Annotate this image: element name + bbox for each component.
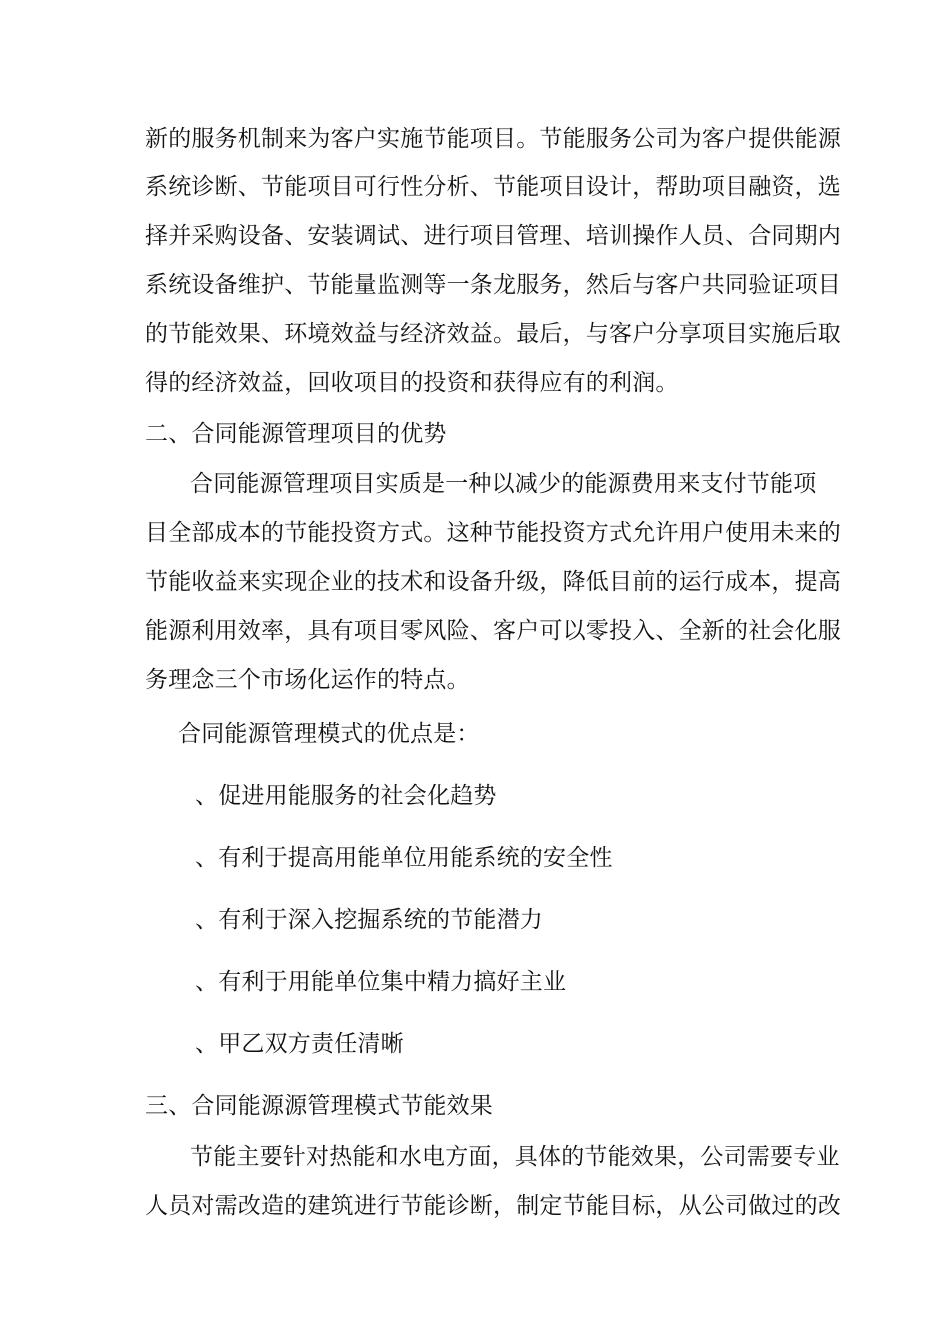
body-text-line: 务理念三个市场化运作的特点。	[145, 667, 470, 693]
body-text-line: 得的经济效益，回收项目的投资和获得应有的利润。	[145, 370, 679, 396]
body-text-line: 系统设备维护、节能量监测等一条龙服务，然后与客户共同验证项目	[145, 272, 841, 298]
body-text-line: 目全部成本的节能投资方式。这种节能投资方式允许用户使用未来的	[145, 520, 841, 546]
section-heading: 三、合同能源源管理模式节能效果	[145, 1093, 493, 1119]
body-text-line: 的节能效果、环境效益与经济效益。最后，与客户分享项目实施后取	[145, 321, 841, 347]
advantage-item: 、促进用能服务的社会化趋势	[195, 783, 497, 809]
advantage-item: 、有利于深入挖掘系统的节能潜力	[195, 907, 543, 933]
advantage-item: 、有利于用能单位集中精力搞好主业	[195, 969, 567, 995]
body-text-line: 人员对需改造的建筑进行节能诊断，制定节能目标，从公司做过的改	[145, 1193, 841, 1219]
advantage-item: 、有利于提高用能单位用能系统的安全性	[195, 845, 613, 871]
body-text-line: 节能主要针对热能和水电方面，具体的节能效果，公司需要专业	[190, 1144, 840, 1170]
advantages-intro: 合同能源管理模式的优点是：	[178, 721, 480, 747]
body-text-line: 节能收益来实现企业的技术和设备升级，降低目前的运行成本，提高	[145, 569, 841, 595]
advantage-item: 、甲乙双方责任清晰	[195, 1031, 404, 1057]
body-text-line: 能源利用效率，具有项目零风险、客户可以零投入、全新的社会化服	[145, 618, 841, 644]
body-text-line: 新的服务机制来为客户实施节能项目。节能服务公司为客户提供能源	[145, 126, 841, 152]
body-text-line: 合同能源管理项目实质是一种以减少的能源费用来支付节能项	[190, 471, 817, 497]
body-text-line: 择并采购设备、安装调试、进行项目管理、培训操作人员、合同期内	[145, 223, 841, 249]
body-text-line: 系统诊断、节能项目可行性分析、节能项目设计，帮助项目融资，选	[145, 174, 841, 200]
section-heading: 二、合同能源管理项目的优势	[145, 421, 447, 447]
